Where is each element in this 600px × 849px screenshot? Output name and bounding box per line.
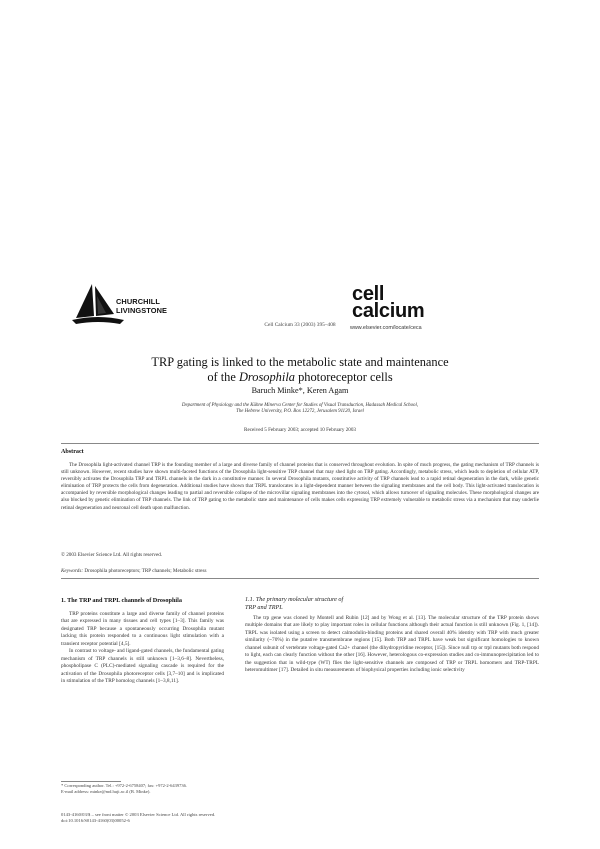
title-line1: TRP gating is linked to the metabolic state and maintenance [151, 355, 449, 369]
section-heading: 1. The TRP and TRPL channels of Drosophila [61, 597, 182, 604]
received-dates: Received 5 February 2003; accepted 10 February 2003 [244, 427, 356, 433]
footnote-divider [61, 781, 121, 782]
journal-logo [352, 283, 425, 322]
divider-top [61, 443, 539, 444]
article-title [0, 355, 600, 385]
right-column [245, 615, 539, 675]
divider-bottom [61, 578, 539, 579]
keywords: Keywords: Drosophila photoreceptors; TRP channels; Metabolic stress [61, 568, 207, 574]
issn-doi: 0143-4160/03/$ – see front matter © 2003 Elsevier Science Ltd. All rights reserved. doi:10.1016/S0143-4160(03)00052-6 [61, 812, 216, 823]
journal-reference: Cell Calcium 33 (2003) 395–408 [264, 322, 336, 328]
abstract-heading: Abstract [61, 449, 84, 455]
subsection-heading: 1.1. The primary molecular structure of TRP and TRPL [245, 596, 344, 611]
abstract-text: The Drosophila light-activated channel TRP is the founding member of a large and diverse family of channel proteins that is conserved throughout evolution. In spite of much progress, the gating mechanism of TRP channels is still unknown. However, recent studies have shown multi-faceted functions of the Drosophila light-sensitive TRP channel that may shed light on TRP gating. Accordingly, metabolic stress, which leads to depletion of cellular ATP, reversibly activates the Drosophila TRP and TRPL channels in the dark in a constitutive manner. In several Drosophila mutants, constitutive activity of TRP channels lead to a rapid retinal degeneration in the dark, while genetic elimination of TRP protects the cells from degeneration. Additional studies have shown that TRPL translocates in a light-dependent manner between the signaling membranes and the cell body. This light-activated translocation is accompanied by reversible morphological changes leading to partial and reversible collapse of the microvillar signaling membranes into the cytosol, which allows turnover of signaling molecules. These morphological changes are also blocked by genetic elimination of TRP channels. The link of TRP gating to the metabolic state and maintenance of cells makes cells expressing TRP extremely vulnerable to metabolic stress via a mechanism that may underlie retinal degeneration and neuronal cell death upon malfunction. [61, 462, 539, 511]
journal-url[interactable]: www.elsevier.com/locate/ceca [350, 325, 422, 331]
paragraph: The trp gene was cloned by Montell and Rubin [12] and by Wong et al. [13]. The molecular structure of the TRP protein shows multiple domains that are likely to play important roles in cellular functions although their actual function is still unknown (Fig. 1, [14]). TRPL was isolated using a screen to detect calmodulin-binding proteins and shared overall 40% identity with TRP with much greater similarity (~70%) in the putative transmembrane regions [15]. Both TRP and TRPL have weak but significant homologies to known channel subunit of vertebrate voltage-gated Ca2+ channel (the dihydropyridine receptor, [15]). Since null trp or trpl mutants both respond to light, each can clearly function without the other [16]. However, heterologous co-expression studies and co-immunoprecipitation led to the suggestion that in wild-type (WT) flies the light-sensitive channels are composed of TRP or TRPL homomers and TRP-TRPL heteromultimer [17]. Detailed in situ measurements of biophysical properties including ionic selectivity [245, 615, 539, 674]
affiliation: Department of Physiology and the Kühne Minerva Center for Studies of Visual Transduction, Hadassah Medical School, The Hebrew University, P.O. Box 12272, Jerusalem 91120, Israel [181, 403, 419, 415]
journal-logo-line1: cell [352, 283, 385, 305]
journal-logo-line2: calcium [352, 300, 425, 322]
left-column [61, 611, 224, 686]
paragraph: In contrast to voltage- and ligand-gated channels, the fundamental gating mechanism of TRP channels is still unknown [1–3,6–8]. Nevertheless, phospholipase C (PLC)-mediated signaling cascade is required for the activation of the Drosophila photoreceptor cells [3,7–10] and is implicated in stimulation of the TRP homolog channels [1–3,8,11]. [61, 648, 224, 685]
paragraph: TRP proteins constitute a large and diverse family of channel proteins that are expressed in many tissues and cell types [1–3]. This family was designated TRP because a spontaneously occurring Drosophila mutant lacking this protein responded to a continuous light stimulation with a transient receptor potential [4,5]. [61, 611, 224, 647]
publisher-line2: LIVINGSTONE [116, 306, 168, 315]
publisher-logo-text [116, 297, 167, 315]
title-line2: of the Drosophila photoreceptor cells [207, 370, 393, 384]
copyright: © 2003 Elsevier Science Ltd. All rights reserved. [61, 552, 163, 558]
authors: Baruch Minke*, Keren Agam [251, 386, 349, 395]
footnote: * Corresponding author. Tel.: +972-2-6758407; fax: +972-2-6439736. E-mail address: minke@md.huji.ac.il (B. Minke). [61, 783, 188, 794]
publisher-line1: CHURCHILL [116, 297, 161, 306]
